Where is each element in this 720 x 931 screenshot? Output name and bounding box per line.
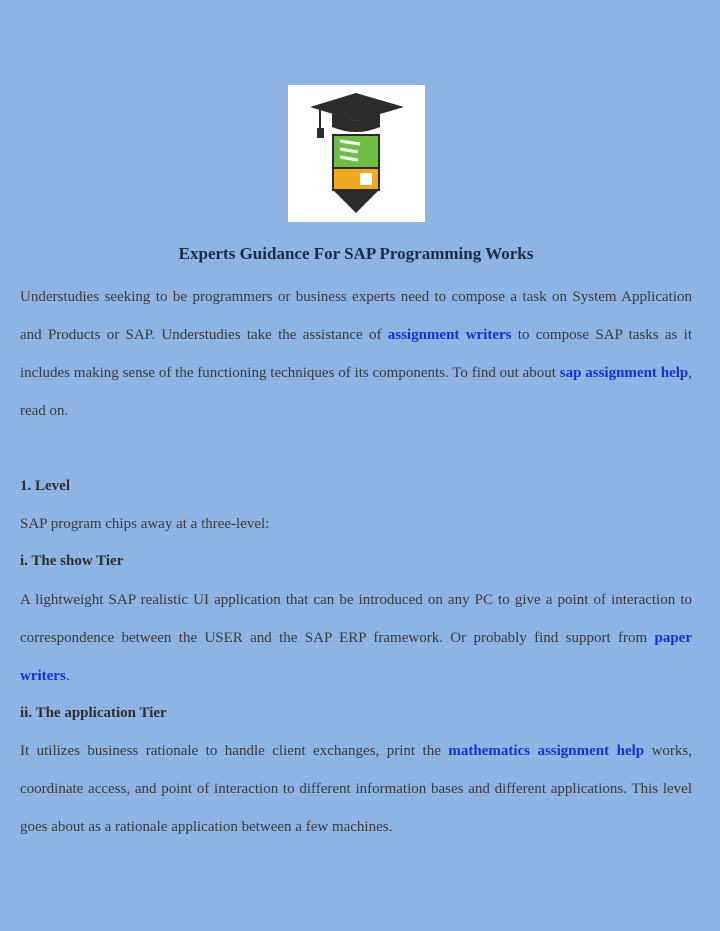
intro-text-2: to compose SAP tasks as it includes making sense of the functioning techniques of its components. To find out about <box>20 327 692 381</box>
tier-1-heading: i. The show Tier <box>20 553 124 569</box>
assignment-writers-link[interactable]: assignment writers <box>387 327 512 343</box>
document-title: Experts Guidance For SAP Programming Works <box>178 244 534 263</box>
graduation-cap-pencil-icon <box>288 85 425 222</box>
tier-2-text-2: works, coordinate access, and point of interaction to different information bases and different applications. This level goes about as a rationale application between a few machines. <box>20 743 693 835</box>
tier-2-text-1: It utilizes business rationale to handle client exchanges, print the <box>20 743 449 759</box>
logo <box>288 85 425 222</box>
section-level-text: SAP program chips away at a three-level: <box>20 516 270 532</box>
tier-2-heading: ii. The application Tier <box>20 705 167 721</box>
paper-writers-link[interactable]: paper writers <box>20 630 692 684</box>
intro-text-1: Understudies seeking to be programmers or business experts need to compose a task on System Application and Products or SAP. Understudies take the assistance of <box>20 289 692 343</box>
sap-assignment-help-link[interactable]: sap assignment help <box>559 365 689 381</box>
section-level-heading: 1. Level <box>20 478 70 494</box>
tier-1-text-2: . <box>65 668 70 684</box>
tier-1-paragraph <box>20 581 692 695</box>
intro-text-3: , read on. <box>20 365 692 419</box>
mathematics-assignment-help-link[interactable]: mathematics assignment help <box>448 743 645 759</box>
tier-2-paragraph <box>20 732 692 846</box>
intro-paragraph <box>20 278 692 430</box>
tier-1-text-1: A lightweight SAP realistic UI application that can be introduced on any PC to give a point of interaction to correspondence between the USER and the SAP ERP framework. Or probably find support from <box>20 592 692 646</box>
